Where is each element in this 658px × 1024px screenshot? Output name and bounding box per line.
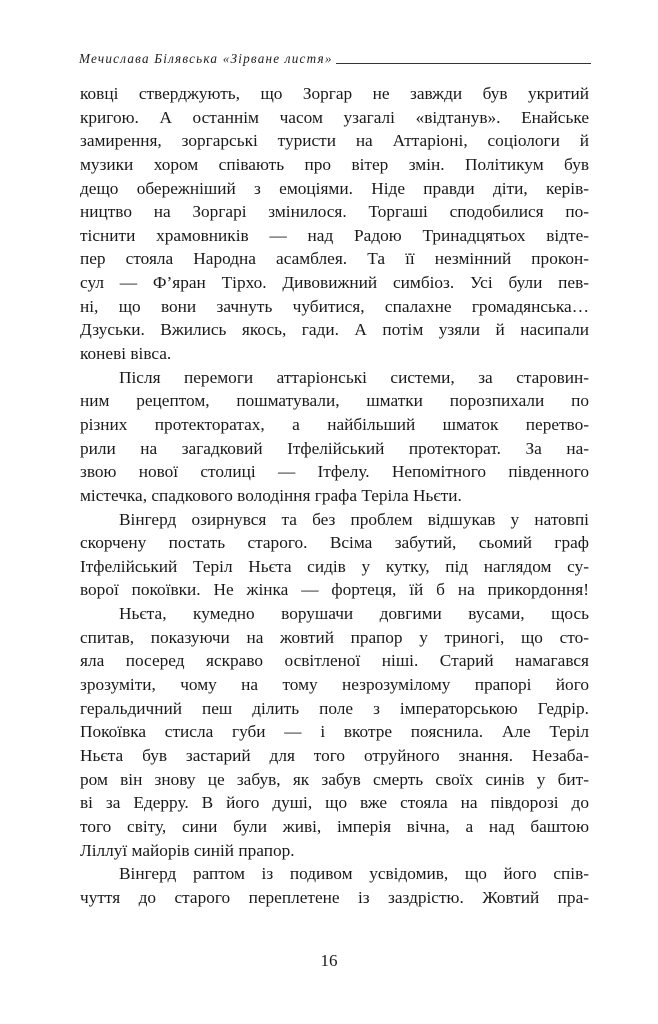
paragraph-first-line: Вінгерд раптом із подивом усвідомив, що його спів- (119, 864, 589, 884)
text-line: рили на загадковий Ітфелійський протекторат. За на- (80, 438, 589, 458)
text-line: геральдичний пеш ділить поле з імператорською Гедрір. (80, 698, 589, 718)
text-line: звою нової столиці — Ітфелу. Непомітного південного (80, 462, 589, 482)
text-line: ворої покоївки. Не жінка — фортеця, їй б на прикордоння! (80, 580, 589, 600)
text-line: тіснити храмовників — над Радою Тринадцятьох відте- (80, 225, 589, 245)
text-line: пер стояла Народна асамблея. Та її незмінний прокон- (80, 249, 589, 269)
text-line: Покоївка стисла губи — і вкотре пояснила. Але Теріл (80, 722, 589, 742)
text-line: дещо обережніший з емоціями. Ніде правди діти, керів- (80, 178, 589, 198)
text-line: різних протекторатах, а найбільший шматок перетво- (80, 414, 589, 434)
text-line: замирення, зоргарські туристи на Аттаріоні, соціологи й (80, 131, 589, 151)
text-line: зрозуміти, чому на тому незрозумілому прапорі його (80, 675, 589, 695)
text-line: Ітфелійський Теріл Ньєта сидів у кутку, під наглядом су- (80, 556, 589, 576)
running-head-rule (336, 63, 591, 64)
page-number: 16 (320, 951, 338, 970)
paragraph-first-line: Вінгерд озирнувся та без проблем відшукав у натовпі (119, 509, 589, 529)
text-line: спитав, показуючи на жовтий прапор у триногі, що сто- (80, 627, 589, 647)
text-line: ві за Едерру. В його душі, що вже стояла на півдорозі до (80, 793, 589, 813)
text-line: музики хором співають про вітер змін. Політикум був (80, 154, 589, 174)
paragraph-first-line: Ньєта, кумедно ворушачи довгими вусами, щось (119, 604, 589, 624)
text-line: ним рецептом, пошматували, шматки порозпихали по (80, 391, 589, 411)
text-line: Ньєта був застарий для того отруйного знання. Незаба- (80, 745, 589, 765)
text-line: яла посеред яскраво освітленої ніші. Старий намагався (80, 651, 589, 671)
text-line: ковці стверджують, що Зоргар не завжди був укритий (80, 84, 589, 103)
text-line: коневі вівса. (80, 344, 172, 364)
running-head-title: Мечислава Білявська «Зірване листя» (79, 51, 333, 66)
text-line: Дзуськи. Вжились якось, гади. А потім узяли й насипали (80, 320, 589, 340)
text-line: сул — Ф’яран Тірхо. Дивовижний симбіоз. Усі були пев- (80, 273, 589, 293)
text-line: скорчену постать старого. Всіма забутий, сьомий граф (80, 533, 589, 553)
running-head (79, 50, 591, 66)
text-line: кригою. А останнім часом узагалі «відтанув». Енайське (80, 107, 589, 127)
text-line: ром він знову це забув, як забув смерть своїх синів у бит- (80, 769, 589, 789)
text-body (80, 82, 589, 909)
paragraph-first-line: Після перемоги аттаріонські системи, за старовин- (119, 367, 589, 387)
text-line: Ліллуї майорів синій прапор. (80, 840, 295, 860)
text-line: чуття до старого переплетене із заздрістю. Жовтий пра- (80, 887, 589, 907)
text-line: містечка, спадкового володіння графа Теріла Ньєти. (80, 485, 462, 505)
text-line: ництво на Зоргарі змінилося. Торгаші сподобилися по- (80, 202, 589, 222)
text-line: ні, що вони зачнуть чубитися, спалахне громадянська… (80, 296, 589, 316)
text-line: того світу, сини були живі, імперія вічна, а над баштою (80, 816, 589, 836)
